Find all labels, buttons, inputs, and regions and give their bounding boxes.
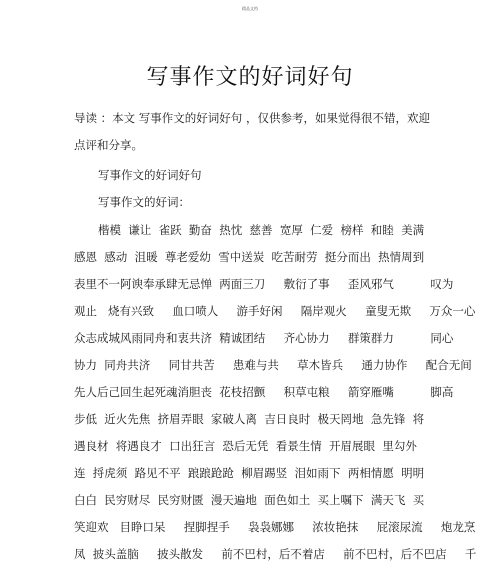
- word-line: 凤 披头盖脑 披头散发 前不巴村，后不着店 前不巴村，后不巴店 千: [74, 547, 477, 561]
- word-line: 协力 同舟共济 同甘共苦 患难与共 草木皆兵 通力协作 配合无间: [74, 358, 472, 372]
- word-line: 楷模 谦让 雀跃 勤奋 热忱 慈善 宽厚 仁爱 榜样 和睦 美满: [98, 223, 425, 237]
- header-mark: 精品文档: [242, 6, 258, 11]
- subsection-heading: 写事作文的好词：: [98, 195, 190, 209]
- word-line: 观止 烧有兴致 血口喷人 游手好闲 隔岸观火 童叟无欺 万众一心: [74, 304, 476, 318]
- word-line: 白白 民穷财尽 民穷财匮 漫天遍地 面色如土 买上嘱下 满天飞 买: [74, 493, 425, 507]
- word-line: 表里不一阿谀奉承肆无忌惮 两面三刀 敷衍了事 歪风邪气 叹为: [74, 277, 454, 291]
- word-line: 连 捋虎须 路见不平 踉踉跄跄 柳眉踢竖 泪如雨下 两相情愿 明明: [74, 466, 425, 480]
- section-heading: 写事作文的好词好句: [98, 168, 202, 182]
- word-line: 感恩 感动 沮暖 尊老爱幼 雪中送炭 吃苦耐劳 挺分而出 热情周到: [74, 250, 425, 264]
- page-title: 写事作文的好词好句: [146, 65, 354, 90]
- intro-line-2: 点评和分享。: [74, 138, 143, 152]
- word-line: 众志成城风雨同舟和衷共济 精诚团结 齐心协力 群策群力 同心: [74, 331, 454, 345]
- word-line: 步低 近火先焦 挤眉弄眼 家破人离 吉日良时 极天罔地 急先锋 将: [74, 412, 425, 426]
- word-line: 笑迎欢 目睁口呆 捏脚捏手 袅袅娜娜 浓妆艳抹 屁滚尿流 炮龙烹: [74, 520, 476, 534]
- word-line: 先人后己回生起死魂消胆丧 花枝招颤 积草屯粮 箭穿雁嘴 脚高: [74, 385, 454, 399]
- word-line: 遇良材 将遇良才 口出狂言 恐后无凭 看景生情 开眉展眼 里勾外: [74, 439, 417, 453]
- intro-line-1: 导读 ：本文 写事作文的好词好句 ，仅供参考，如果觉得很不错，欢迎: [74, 111, 430, 125]
